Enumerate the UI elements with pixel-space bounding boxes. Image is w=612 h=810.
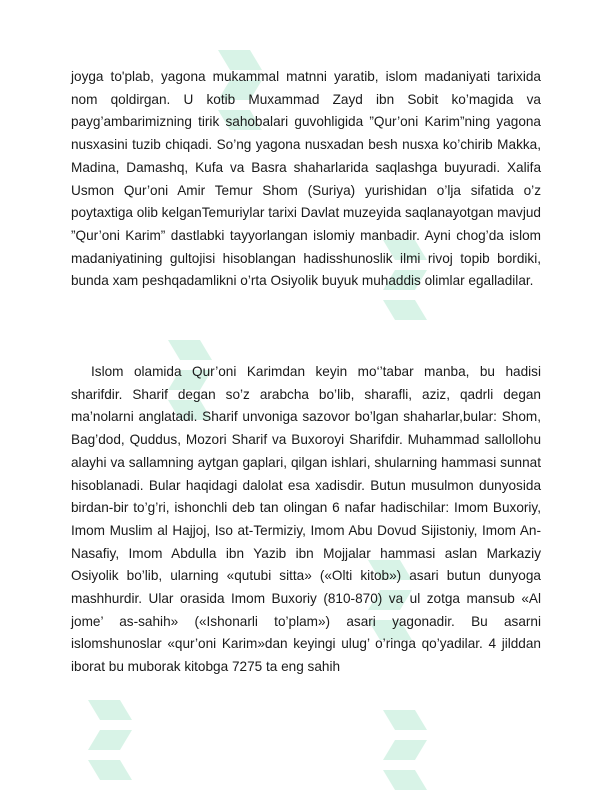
body-paragraph-1: joyga to'plab, yagona mukammal matnni yaratib, islom madaniyati tarixida nom qoldirgan. U kotib Muxammad Zayd ibn Sobit ko’magida va payg’ambarimizning tirik sahobalari guvohligida ”Qur’oni Karim”ning yagona nusxasini tuzib chiqadi. So’ng yagona nusxadan besh nusxa ko’chirib Makka, Madina, Damashq, Kufa va Basra shaharlarida saqlashga buyuradi. Xalifa Usmon Qur’oni Amir Temur Shom (Suriya) yurishidan o’lja sifatida o’z poytaxtiga olib kelganTemuriylar tarixi Davlat muzeyida saqlanayotgan mavjud ”Qur’oni Karim” dastlabki tayyorlangan islomiy manbadir. Ayni chog’da islom madaniyatining gultojisi hisoblangan hadisshunoslik ilmi rivoj topib bordiki, bunda xam peshqadamlikni o’rta Osiyolik buyuk muhaddis olimlar egalladilar. bbox=[71, 69, 541, 289]
body-paragraph-2: Islom olamida Qur’oni Karimdan keyin mo‘’tabar manba, bu hadisi sharifdir. Sharif degan so’z arabcha bo’lib, sharafli, aziz, qadrli degan ma’nolarni anglatadi. Sharif unvoniga sazovor bo’lgan shaharlar,bular: Shom, Bag’dod, Quddus, Mozori Sharif va Buxoroyi Sharifdir. Muhammad sallollohu alayhi va sallamning aytgan gaplari, qilgan ishlari, shularning hammasi sunnat hisoblanadi. Bular haqidagi dalolat esa xadisdir. Butun musulmon dunyosida birdan-bir to’g’ri, ishonchli deb tan olingan 6 nafar hadischilar: Imom Buxoriy, Imom Muslim al Hajjoj, Iso at-Termiziy, Imom Abu Dovud Sijistoniy, Imom An-Nasafiy, Imom Abdulla ibn Yazib ibn Mojjalar hammasi aslan Markaziy Osiyolik bo’lib, ularning «qutubi sitta» («Olti kitob») asari butun dunyoga mashhurdir. Ular orasida Imom Buxoriy (810-870) va ul zotga mansub «Al jome’ as-sahih» («Ishonarli to’plam») asari yagonadir. Bu asarni islomshunoslar «qur’oni Karim»dan keyingi ulug’ o’ringa qo’yadilar. 4 jilddan iborat bu muborak kitobga 7275 ta eng sahih bbox=[71, 364, 541, 675]
watermark-logo-icon bbox=[80, 690, 140, 800]
watermark-logo-icon bbox=[375, 700, 435, 810]
